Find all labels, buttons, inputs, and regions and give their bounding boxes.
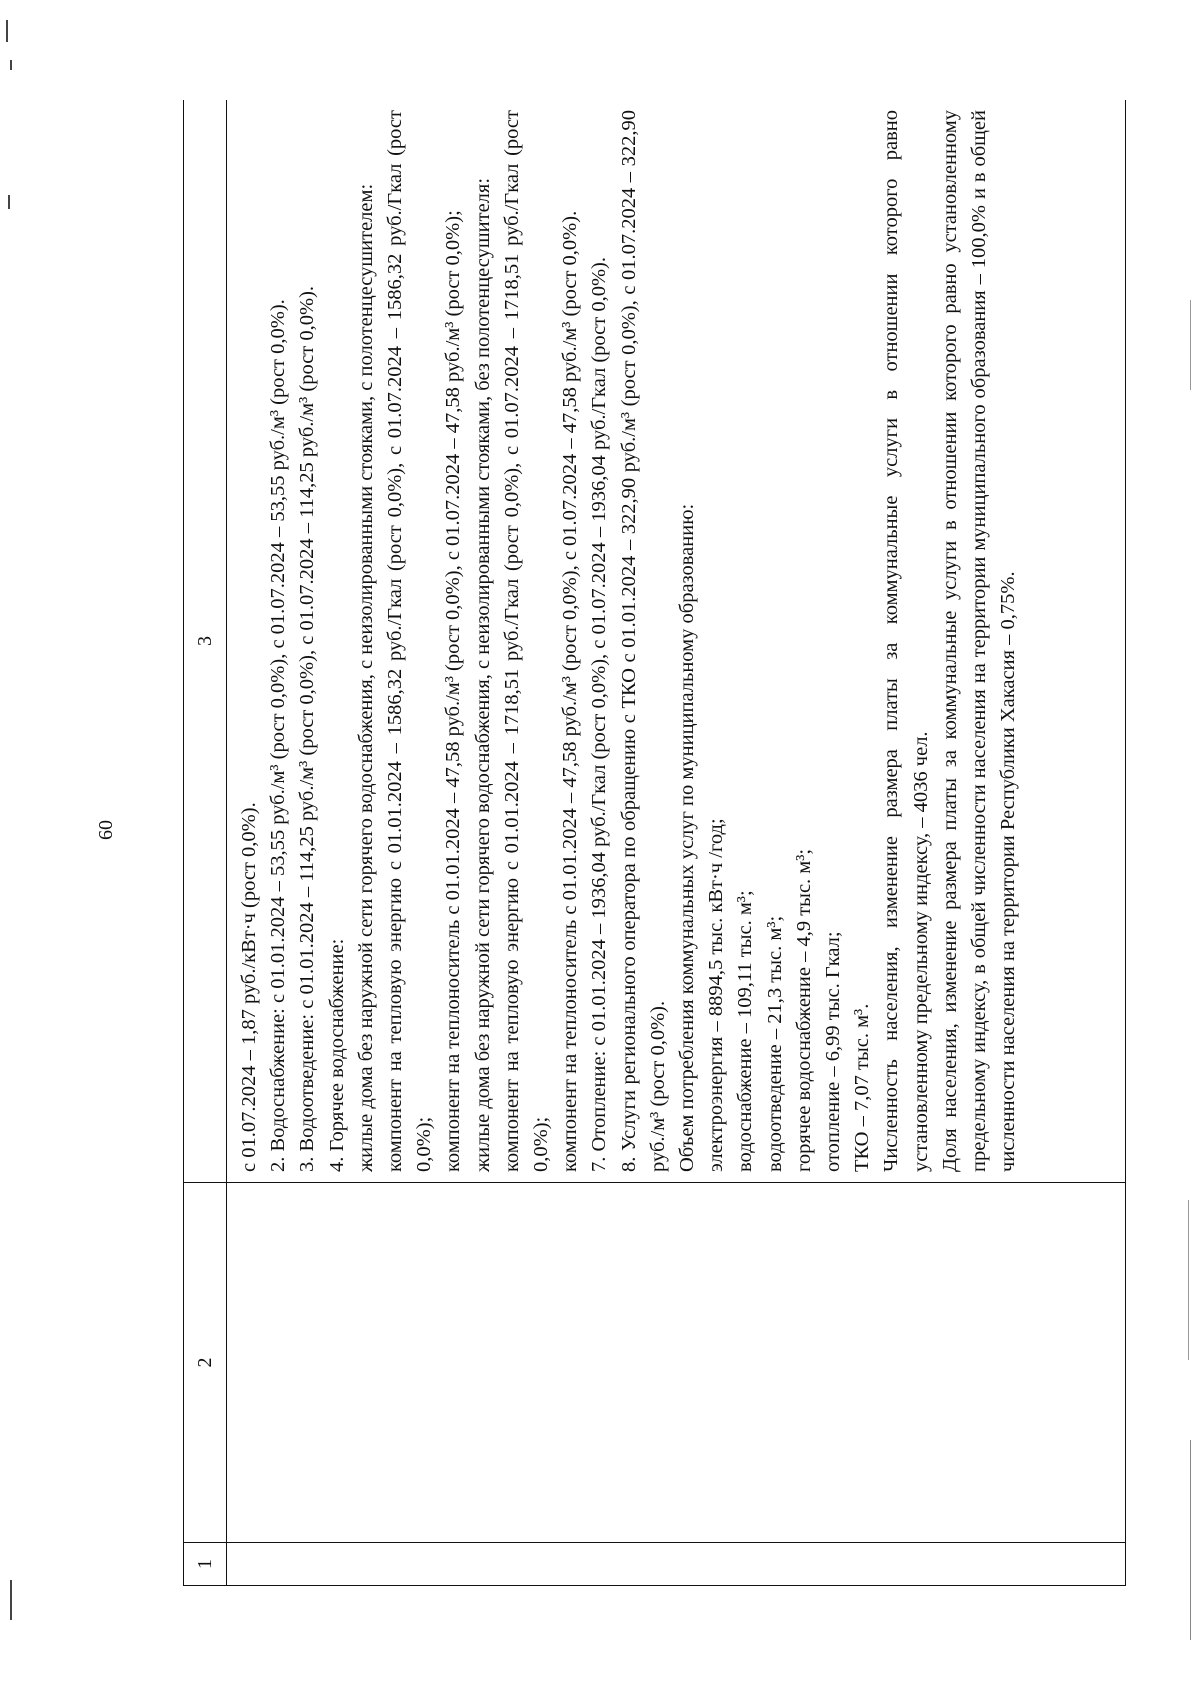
text-line: компонент на тепловую энергию с 01.01.2024 – 1718,51 руб./Гкал (рост 0,0%), с 01.07.2024 – 1718,51 руб./Гкал (рост 0,0%); <box>500 110 553 1172</box>
scan-edge-mark <box>8 195 10 209</box>
text-line: водоотведение – 21,3 тыс. м³; <box>763 915 786 1172</box>
text-line: Численность населения, изменение размера платы за коммунальные услуги в отношении которого равно установленному предельному индексу, – 4036 чел. <box>880 110 932 1172</box>
scan-edge-mark <box>1188 1200 1189 1360</box>
text-line: отопление – 6,99 тыс. Гкал; <box>822 931 845 1172</box>
scan-edge-mark <box>1190 1440 1191 1640</box>
text-line: с 01.07.2024 – 1,87 руб./кВт·ч (рост 0,0%). <box>238 802 260 1172</box>
page-number: 60 <box>95 820 117 840</box>
cell-col2 <box>227 1183 1126 1543</box>
cell-col1 <box>227 1543 1126 1586</box>
table-header-row <box>184 100 227 1586</box>
rotated-table-container <box>183 100 1126 1586</box>
text-line: 8. Услуги регионального оператора по обращению с ТКО с 01.01.2024 – 322,90 руб./м³ (рост 0,0%), с 01.07.2024 – 322,90 руб./м³ (рост 0,0%). <box>617 110 669 1172</box>
table-frame <box>183 100 1126 1586</box>
text-line: компонент на теплоноситель с 01.01.2024 – 47,58 руб./м³ (рост 0,0%), с 01.07.2024 – 47,58 руб./м³ (рост 0,0%). <box>559 210 582 1172</box>
cell-col3-content <box>227 100 1126 1183</box>
column-header-1: 1 <box>184 1543 227 1586</box>
text-line: 7. Отопление: с 01.01.2024 – 1936,04 руб./Гкал (рост 0,0%), с 01.07.2024 – 1936,04 руб./Гкал (рост 0,0%). <box>588 256 611 1172</box>
scan-edge-mark <box>10 1580 12 1620</box>
text-line: компонент на тепловую энергию с 01.01.2024 – 1586,32 руб./Гкал (рост 0,0%), с 01.07.2024 – 1586,32 руб./Гкал (рост 0,0%); <box>384 110 436 1172</box>
scan-edge-mark <box>1190 300 1191 390</box>
table-row <box>227 100 1126 1586</box>
text-line: 3. Водоотведение: с 01.01.2024 – 114,25 руб./м³ (рост 0,0%), с 01.07.2024 – 114,25 руб./м³ (рост 0,0%). <box>296 285 319 1172</box>
text-line: 2. Водоснабжение: с 01.01.2024 – 53,55 руб./м³ (рост 0,0%), с 01.07.2024 – 53,55 руб./м³ (рост 0,0%). <box>267 299 290 1172</box>
scan-edge-mark <box>10 60 12 70</box>
text-line: 4. Горячее водоснабжение: <box>325 938 348 1172</box>
text-line: Объем потребления коммунальных услуг по муниципальному образованию: <box>676 503 699 1172</box>
text-line: жилые дома без наружной сети горячего водоснабжения, с неизолированными стояками, с полотенцесушителем: <box>354 183 377 1172</box>
column-header-2: 2 <box>184 1183 227 1543</box>
text-line: горячее водоснабжение – 4,9 тыс. м³; <box>792 848 815 1172</box>
tariff-table <box>183 100 1126 1586</box>
text-line: ТКО – 7,07 тыс. м³. <box>851 1003 874 1172</box>
text-line: жилые дома без наружной сети горячего водоснабжения, с неизолированными стояками, без полотенцесушителя: <box>471 177 494 1172</box>
scan-edge-mark <box>6 20 8 42</box>
text-line: водоснабжение – 109,11 тыс. м³; <box>734 890 757 1172</box>
text-line: компонент на теплоноситель с 01.01.2024 – 47,58 руб./м³ (рост 0,0%), с 01.07.2024 – 47,58 руб./м³ (рост 0,0%); <box>442 210 465 1172</box>
column-header-3: 3 <box>184 100 227 1183</box>
text-line: электроэнергия – 8894,5 тыс. кВт·ч /год; <box>705 818 728 1172</box>
text-line: Доля населения, изменение размера платы за коммунальные услуги в отношении которого равно установленному предельному индексу, в общей численности населения на территории муниципального образования – 100,0% и в общей численности населения на территории Республики Хакасия – 0,75%. <box>938 110 1020 1172</box>
